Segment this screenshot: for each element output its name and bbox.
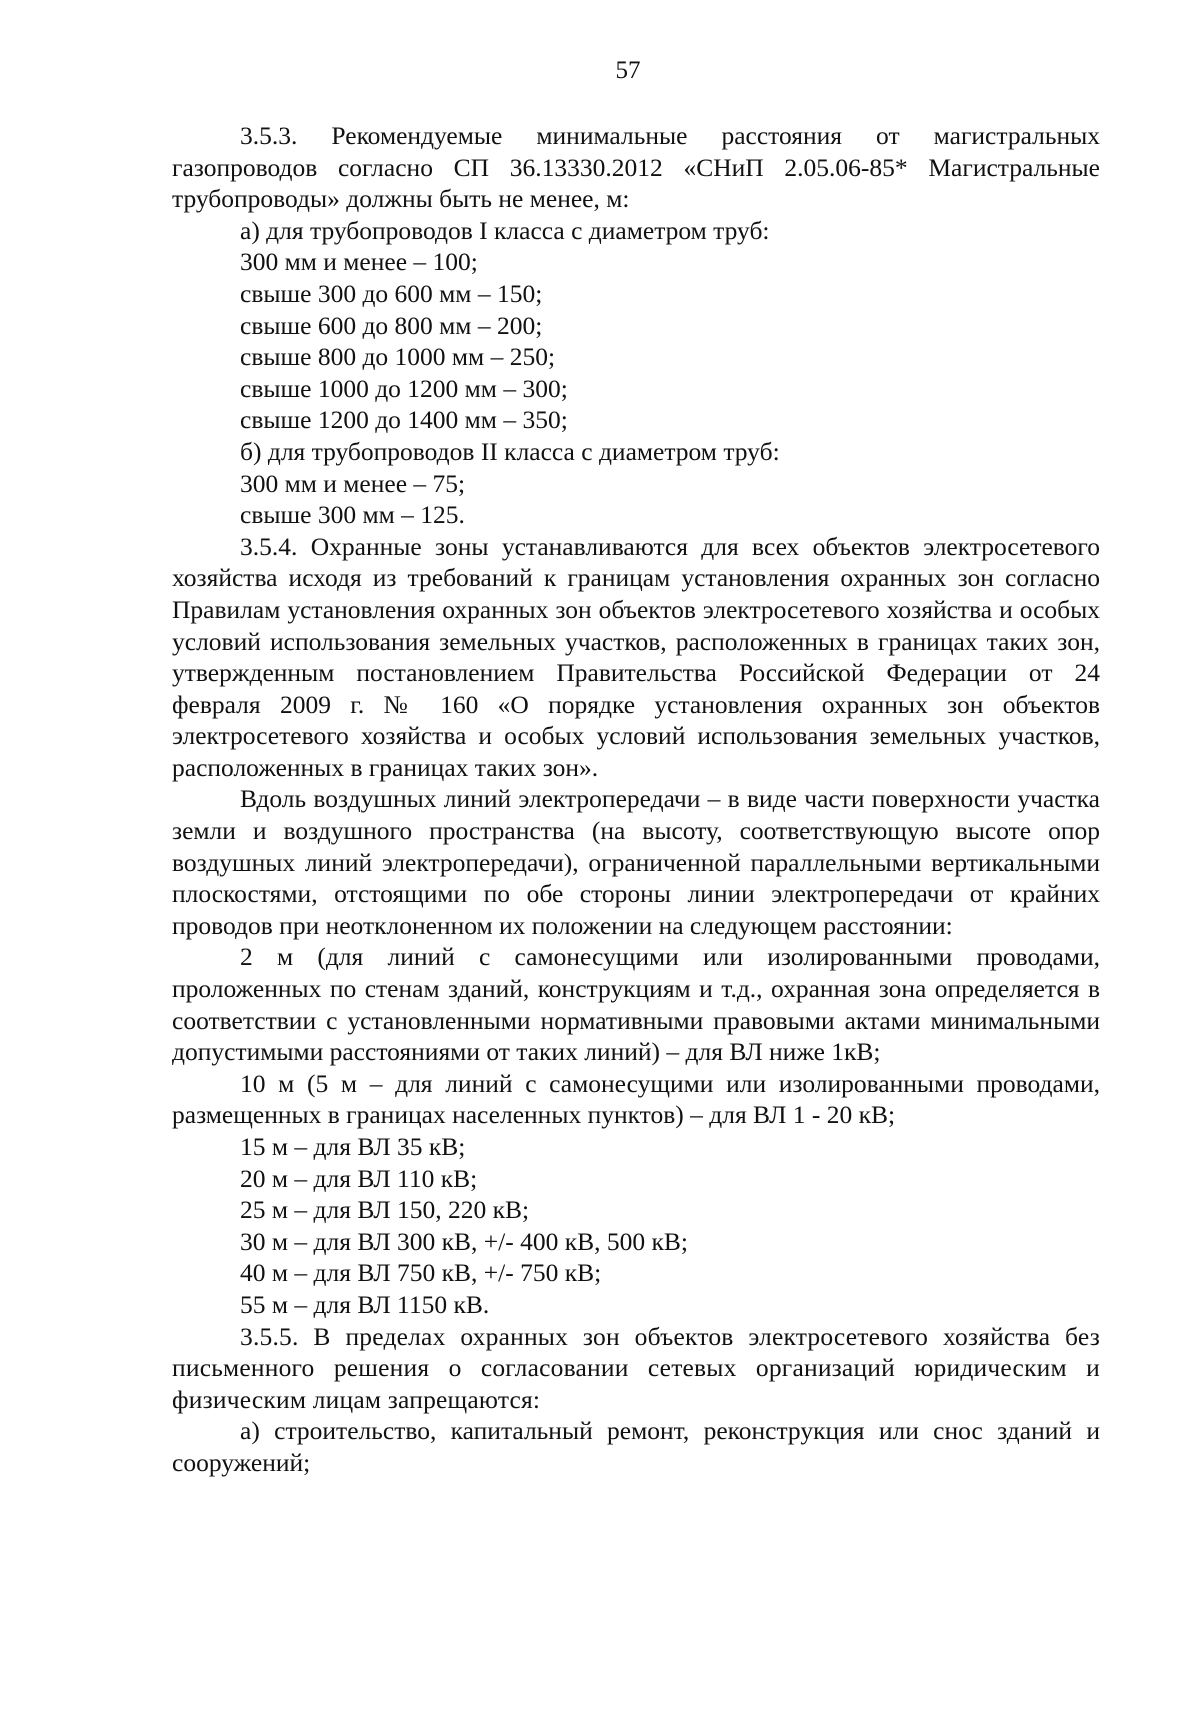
list-item: 40 м – для ВЛ 750 кВ, +/- 750 кВ;	[240, 1258, 602, 1288]
list-item: 300 мм и менее – 100;	[240, 247, 478, 277]
section-3-5-4-intro: 3.5.4. Охранные зоны устанавливаются для всех объектов электросетевого хозяйства исходя из требований к границам установления охранных зон согласно Правилам установления охранных зон объектов электросетевого хозяйства и особых условий использования земельных участков, расположенных в границах таких зон, утвержденным постановлением Правительства Российской Федерации от 24 февраля 2009 г. № 160 «О порядке установления охранных зон объектов электросетевого хозяйства и особых условий использования земельных участков, расположенных в границах таких зон».	[172, 531, 1100, 782]
list-item: 55 м – для ВЛ 1150 кВ.	[240, 1289, 490, 1319]
list-item: свыше 300 до 600 мм – 150;	[240, 278, 543, 308]
list-item: свыше 1000 до 1200 мм – 300;	[240, 373, 568, 403]
list-item: б) для трубопроводов II класса с диаметром труб:	[240, 436, 780, 466]
list-item: свыше 800 до 1000 мм – 250;	[240, 342, 556, 372]
list-item: свыше 1200 до 1400 мм – 350;	[240, 405, 568, 435]
list-item: свыше 300 мм – 125.	[240, 500, 465, 530]
list-item: 300 мм и менее – 75;	[240, 468, 466, 498]
page-number: 57	[615, 57, 641, 84]
document-body	[172, 120, 1100, 1479]
list-item: 25 м – для ВЛ 150, 220 кВ;	[240, 1195, 530, 1225]
section-3-5-3-intro: 3.5.3. Рекомендуемые минимальные расстояния от магистральных газопроводов согласно СП 36.13330.2012 «СНиП 2.05.06-85* Магистральные трубопроводы» должны быть не менее, м:	[172, 121, 1100, 214]
section-3-5-5-item-a: а) строительство, капитальный ремонт, реконструкция или снос зданий и сооружений;	[172, 1416, 1100, 1477]
list-item: 30 м – для ВЛ 300 кВ, +/- 400 кВ, 500 кВ;	[240, 1226, 689, 1256]
section-3-5-4-2m: 2 м (для линий с самонесущими или изолированными проводами, проложенных по стенам зданий, конструкциям и т.д., охранная зона определяется в соответствии с установленными нормативными правовыми актами минимальными допустимыми расстояниями от таких линий) – для ВЛ ниже 1кВ;	[172, 942, 1100, 1067]
section-3-5-5-intro: 3.5.5. В пределах охранных зон объектов электросетевого хозяйства без письменного решения о согласовании сетевых организаций юридическим и физическим лицам запрещаются:	[172, 1321, 1100, 1414]
section-3-5-4-along-lines: Вдоль воздушных линий электропередачи – в виде части поверхности участка земли и воздушного пространства (на высоту, соответствующую высоте опор воздушных линий электропередачи), ограниченной параллельными вертикальными плоскостями, отстоящими по обе стороны линии электропередачи от крайних проводов при неотклоненном их положении на следующем расстоянии:	[172, 784, 1100, 940]
list-item: свыше 600 до 800 мм – 200;	[240, 310, 543, 340]
list-item: 15 м – для ВЛ 35 кВ;	[240, 1132, 466, 1161]
list-item: 20 м – для ВЛ 110 кВ;	[240, 1163, 478, 1193]
list-item: а) для трубопроводов I класса с диаметром труб:	[240, 215, 770, 245]
section-3-5-4-10m: 10 м (5 м – для линий с самонесущими или изолированными проводами, размещенных в границах населенных пунктов) – для ВЛ 1 - 20 кВ;	[172, 1068, 1100, 1130]
